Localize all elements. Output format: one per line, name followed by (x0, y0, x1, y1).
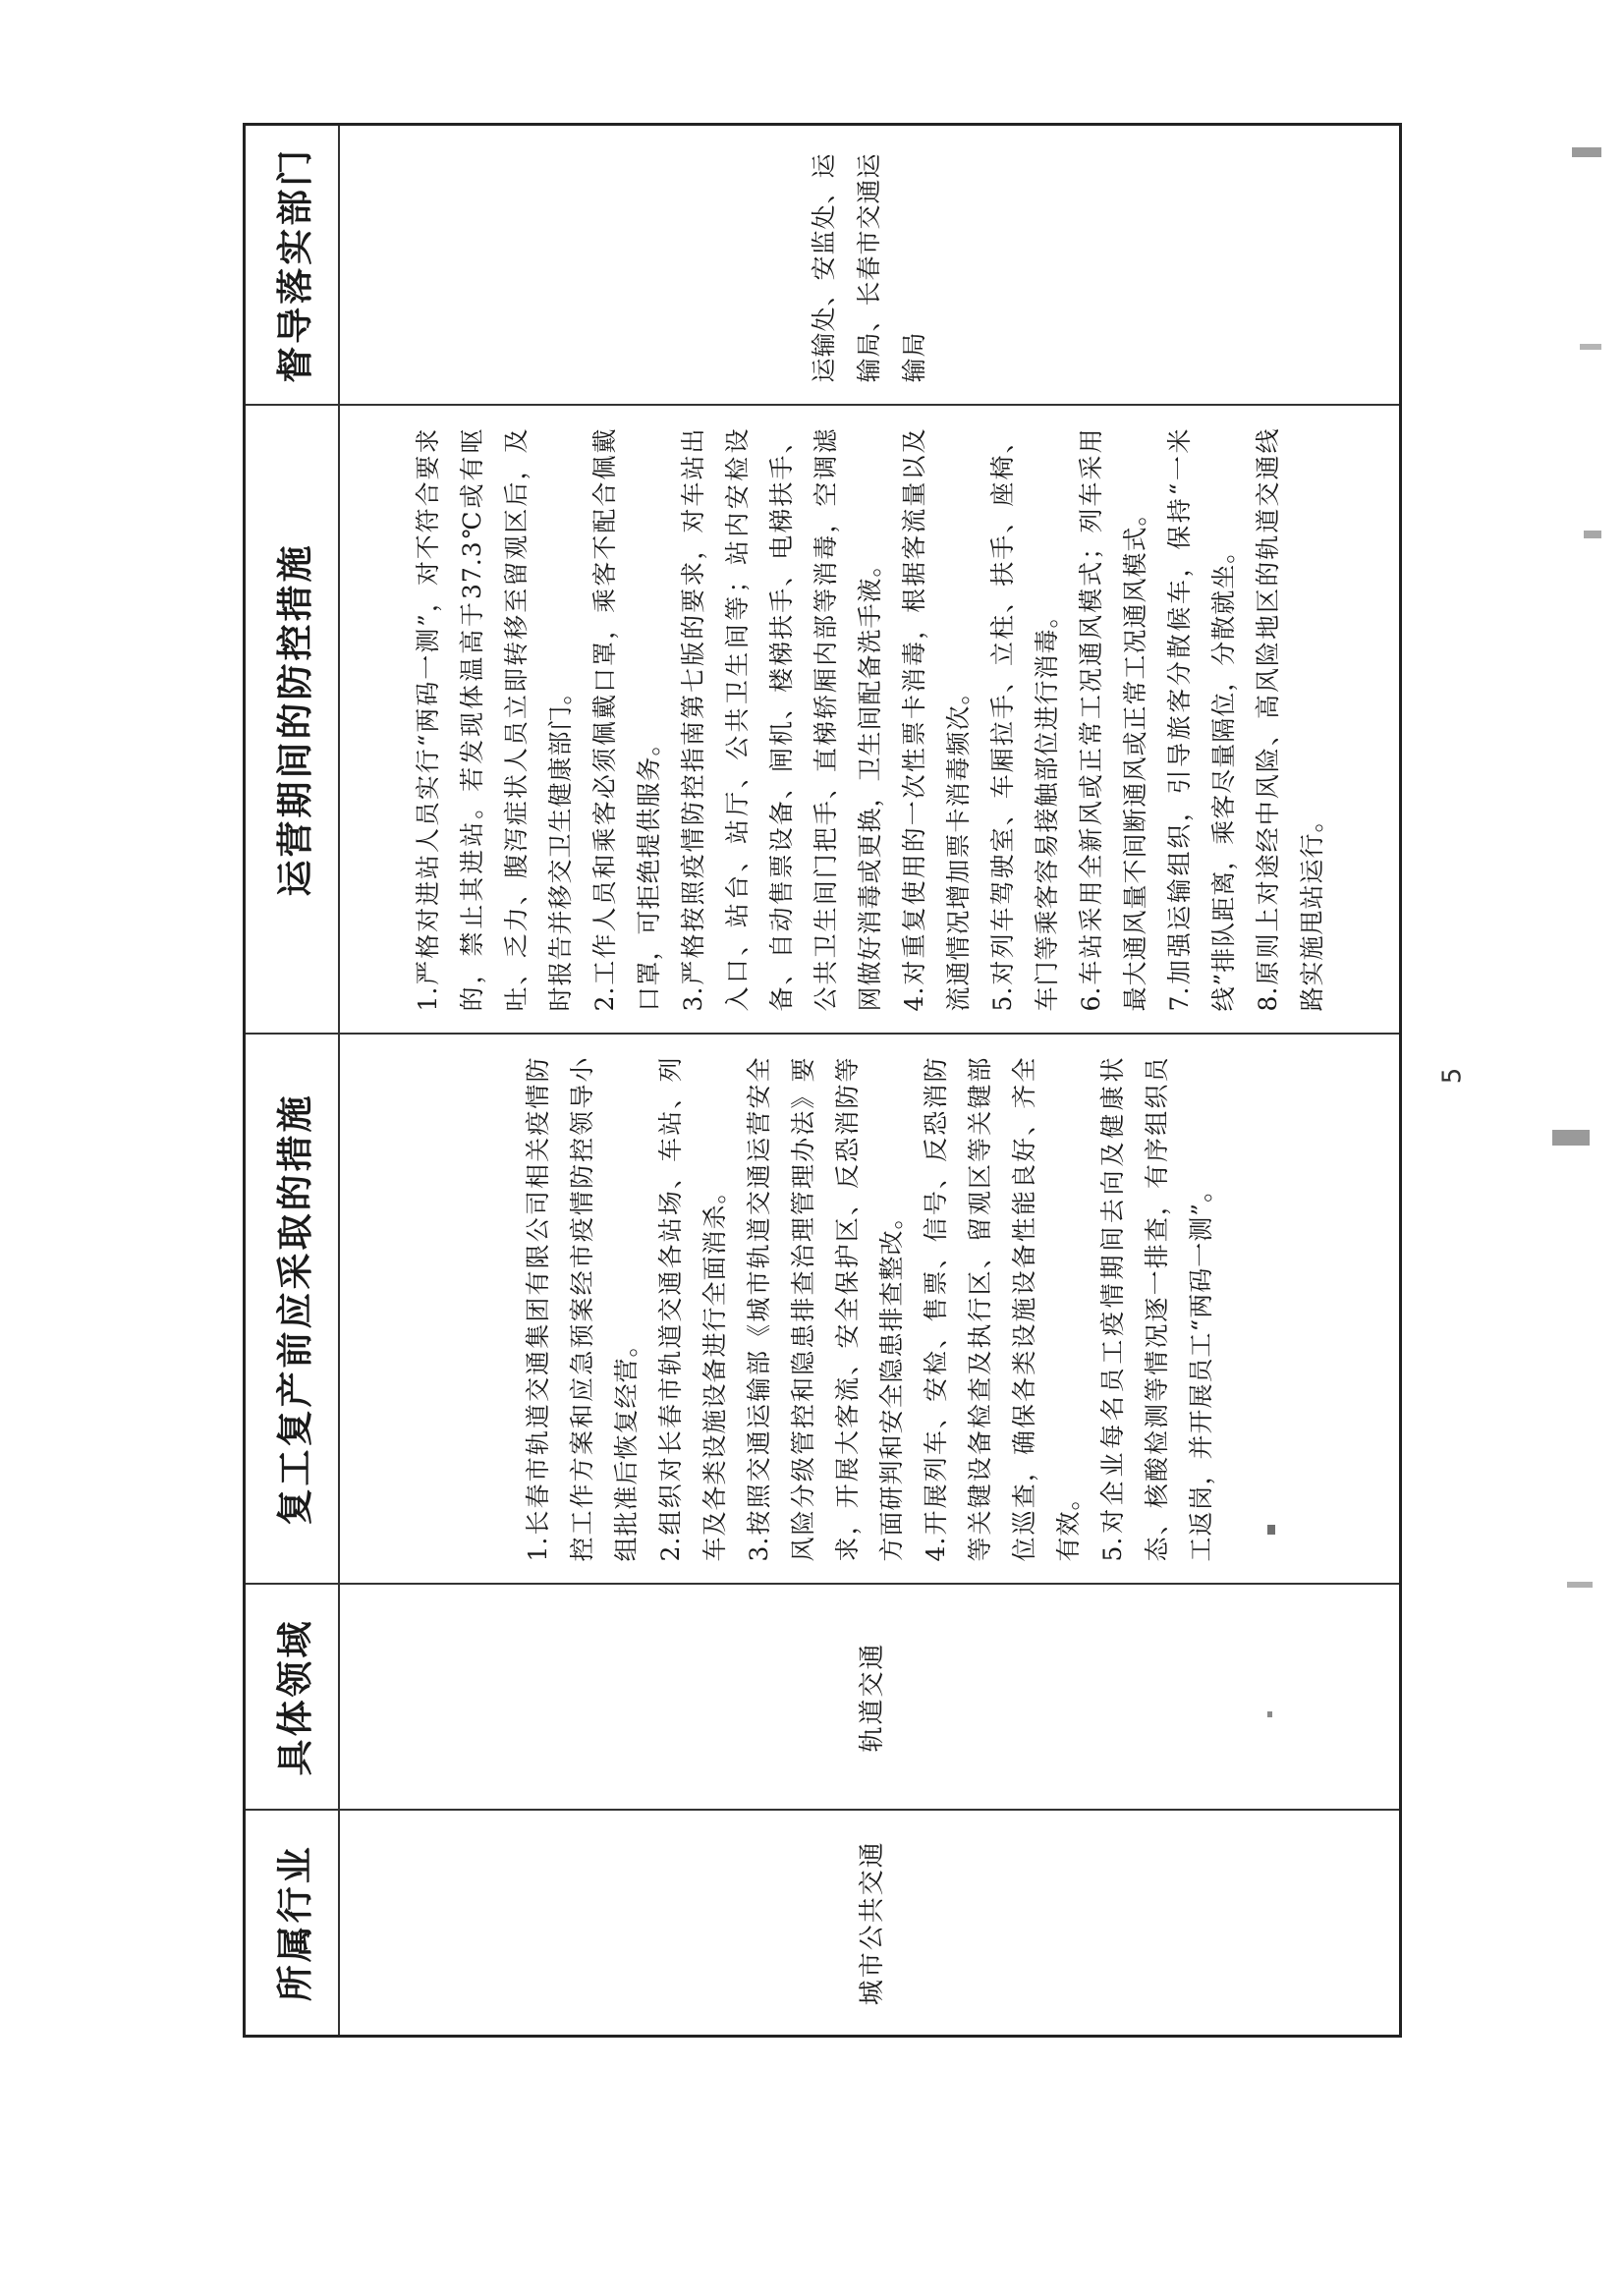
scan-mark (1572, 147, 1601, 157)
list-item: 4.对重复使用的一次性票卡消毒，根据客流量以及流通情况增加票卡消毒频次。 (899, 427, 973, 1012)
scan-mark (1267, 1711, 1272, 1717)
cell-during (339, 406, 1401, 1035)
rotated-table-wrapper (243, 126, 1402, 2038)
cell-dept (339, 125, 1401, 406)
page-number: 5 (1437, 1067, 1468, 1085)
header-before: 复工复产前应采取的措施 (245, 1035, 340, 1585)
scan-mark (1584, 531, 1601, 538)
before-list (516, 1057, 1223, 1562)
list-item: 7.加强运输组织，引导旅客分散候车，保持“一米线”排队距离，乘客尽量隔位，分散就坐。 (1164, 427, 1238, 1012)
table-row (339, 125, 1401, 2037)
list-item: 3.严格按照疫情防控指南第七版的要求，对车站出入口、站台、站厅、公共卫生间等；站内安检设备、自动售票设备、闸机、楼梯扶手、电梯扶手、公共卫生间门把手、直梯轿厢内部等消毒，空调滤网做好消毒或更换，卫生间配备洗手液。 (678, 427, 884, 1012)
list-item: 6.车站采用全新风或正常工况通风模式；列车采用最大通风量不间断通风或正常工况通风模式。 (1076, 427, 1149, 1012)
cell-industry: 城市公共交通 (339, 1811, 1401, 2037)
list-item: 5.对列车驾驶室、车厢拉手、立柱、扶手、座椅、车门等乘客容易接触部位进行消毒。 (987, 427, 1061, 1012)
list-item: 5.对企业每名员工疫情期间去向及健康状态、核酸检测等情况逐一排查，有序组织员工返岗，并开展员工“两码一测”。 (1098, 1056, 1215, 1562)
list-item: 2.组织对长春市轨道交通各站场、车站、列车及各类设施设备进行全面消杀。 (656, 1056, 729, 1562)
list-item: 1.长春市轨道交通集团有限公司相关疫情防控工作方案和应急预案经市疫情防控领导小组批准后恢复经营。 (524, 1056, 641, 1562)
scan-mark (1567, 1582, 1593, 1588)
list-item: 3.按照交通运输部《城市轨道交通运营安全风险分级管控和隐患排查治理管理办法》要求，开展大客流、安全保护区、反恐消防等方面研判和安全隐患排查整改。 (745, 1056, 906, 1562)
scan-mark (1552, 1130, 1590, 1146)
scan-mark (1580, 344, 1601, 350)
header-field: 具体领域 (245, 1585, 340, 1811)
list-item: 1.严格对进站人员实行“两码一测”，对不符合要求的，禁止其进站。若发现体温高于37.3℃或有呕吐、乏力、腹泻症状人员立即转移至留观区后，及时报告并移交卫生健康部门。 (413, 427, 575, 1012)
header-industry: 所属行业 (245, 1811, 340, 2037)
cell-field: 轨道交通 (339, 1585, 1401, 1811)
header-during: 运营期间的防控措施 (245, 406, 340, 1035)
during-list (406, 428, 1334, 1012)
scan-mark (1267, 1525, 1275, 1535)
header-dept: 督导落实部门 (245, 125, 340, 406)
cell-before (339, 1035, 1401, 1585)
list-item: 8.原则上对途经中风险、高风险地区的轨道交通线路实施甩站运行。 (1253, 427, 1326, 1012)
list-item: 4.开展列车、安检、售票、信号、反恐消防等关键设备检查及执行区、留观区等关键部位巡查，确保各类设施设备性能良好、齐全有效。 (922, 1056, 1083, 1562)
dept-text: 运输处、安监处、运输局、长春市交通运输局 (810, 152, 928, 383)
list-item: 2.工作人员和乘客必须佩戴口罩，乘客不配合佩戴口罩，可拒绝提供服务。 (589, 427, 663, 1012)
measures-table (243, 123, 1402, 2038)
table-header-row (245, 125, 340, 2037)
